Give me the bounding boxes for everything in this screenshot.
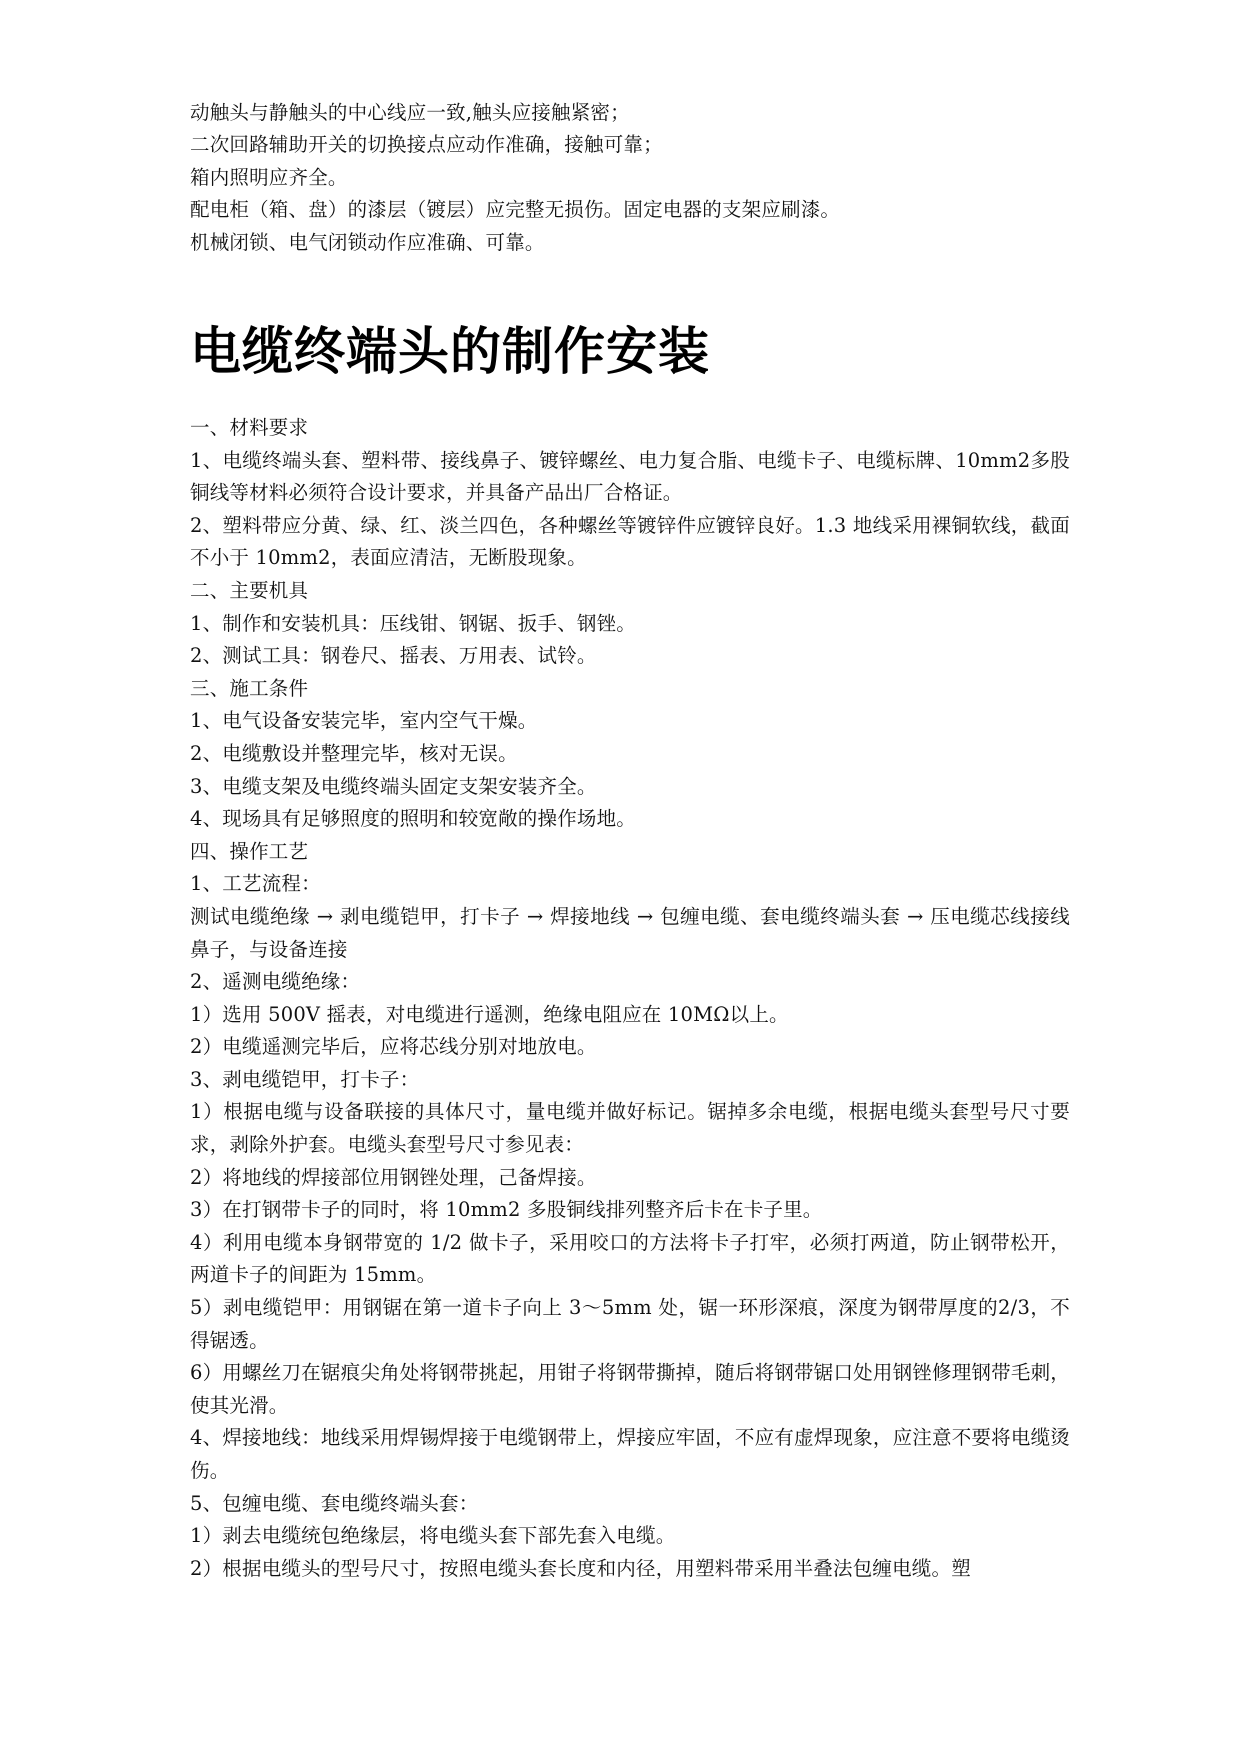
section-title: 电缆终端头的制作安装: [190, 323, 711, 382]
paragraph: 1）根据电缆与设备联接的具体尺寸，量电缆并做好标记。锯掉多余电缆，根据电缆头套型号尺寸要求，剥除外护套。电缆头套型号尺寸参见表：: [190, 1100, 1070, 1157]
paragraph: 3、剥电缆铠甲，打卡子：: [190, 1067, 420, 1091]
paragraph: 1、电气设备安装完毕，室内空气干燥。: [190, 709, 538, 733]
paragraph: 2）根据电缆头的型号尺寸，按照电缆头套长度和内径，用塑料带采用半叠法包缠电缆。塑: [190, 1556, 971, 1580]
section-heading: 一、材料要求: [190, 416, 309, 439]
paragraph: 1）剥去电缆统包绝缘层，将电缆头套下部先套入电缆。: [190, 1524, 676, 1548]
paragraph: 2、遥测电缆绝缘：: [190, 970, 361, 994]
paragraph: 2）电缆遥测完毕后，应将芯线分别对地放电。: [190, 1035, 597, 1059]
paragraph: 2、电缆敷设并整理完毕，核对无误。: [190, 741, 518, 765]
paragraph: 3、电缆支架及电缆终端头固定支架安装齐全。: [190, 774, 597, 798]
paragraph: 1、制作和安装机具：压线钳、钢锯、扳手、钢锉。: [190, 611, 637, 635]
section-heading: 四、操作工艺: [190, 839, 309, 863]
intro-line: 箱内照明应齐全。: [190, 165, 348, 189]
paragraph: 2）将地线的焊接部位用钢锉处理，己备焊接。: [190, 1165, 597, 1189]
paragraph: 4）利用电缆本身钢带宽的 1/2 做卡子，采用咬口的方法将卡子打牢，必须打两道，防止钢带松开，两道卡子的间距为 15mm。: [190, 1230, 1070, 1287]
paragraph: 5）剥电缆铠甲：用钢锯在第一道卡子向上 3～5mm 处，锯一环形深痕，深度为钢带厚度的2/3，不得锯透。: [190, 1296, 1070, 1352]
body-section: [190, 412, 1070, 1585]
paragraph: 1、电缆终端头套、塑料带、接线鼻子、镀锌螺丝、电力复合脂、电缆卡子、电缆标牌、10mm2多股铜线等材料必须符合设计要求，并具备产品出厂合格证。: [190, 448, 1070, 505]
process-flow: 测试电缆绝缘 → 剥电缆铠甲，打卡子 → 焊接地线 → 包缠电缆、套电缆终端头套 → 压电缆芯线接线鼻子，与设备连接: [190, 904, 1070, 961]
paragraph: 4、现场具有足够照度的照明和较宽敞的操作场地。: [190, 807, 637, 831]
intro-section: [190, 97, 1070, 259]
section-heading: 二、主要机具: [190, 578, 309, 602]
paragraph: 5、包缠电缆、套电缆终端头套：: [190, 1491, 479, 1515]
section-heading: 三、施工条件: [190, 676, 309, 700]
paragraph: 2、测试工具：钢卷尺、摇表、万用表、试铃。: [190, 644, 597, 668]
intro-line: 配电柜（箱、盘）的漆层（镀层）应完整无损伤。固定电器的支架应刷漆。: [190, 198, 841, 222]
intro-line: 机械闭锁、电气闭锁动作应准确、可靠。: [190, 230, 545, 254]
paragraph: 1、工艺流程：: [190, 872, 321, 896]
paragraph: 4、焊接地线：地线采用焊锡焊接于电缆钢带上，焊接应牢固，不应有虚焊现象，应注意不要将电缆烫伤。: [190, 1426, 1070, 1482]
intro-line: 动触头与静触头的中心线应一致,触头应接触紧密；: [190, 101, 630, 124]
paragraph: 3）在打钢带卡子的同时，将 10mm2 多股铜线排列整齐后卡在卡子里。: [190, 1198, 823, 1222]
intro-line: 二次回路辅助开关的切换接点应动作准确，接触可靠；: [190, 133, 663, 157]
paragraph: 1）选用 500V 摇表，对电缆进行遥测，绝缘电阻应在 10MΩ以上。: [190, 1002, 789, 1026]
paragraph: 6）用螺丝刀在锯痕尖角处将钢带挑起，用钳子将钢带撕掉，随后将钢带锯口处用钢锉修理钢带毛刺，使其光滑。: [190, 1361, 1070, 1417]
paragraph: 2、塑料带应分黄、绿、红、淡兰四色，各种螺丝等镀锌件应镀锌良好。1.3 地线采用裸铜软线，截面不小于 10mm2，表面应清洁，无断股现象。: [190, 513, 1070, 570]
